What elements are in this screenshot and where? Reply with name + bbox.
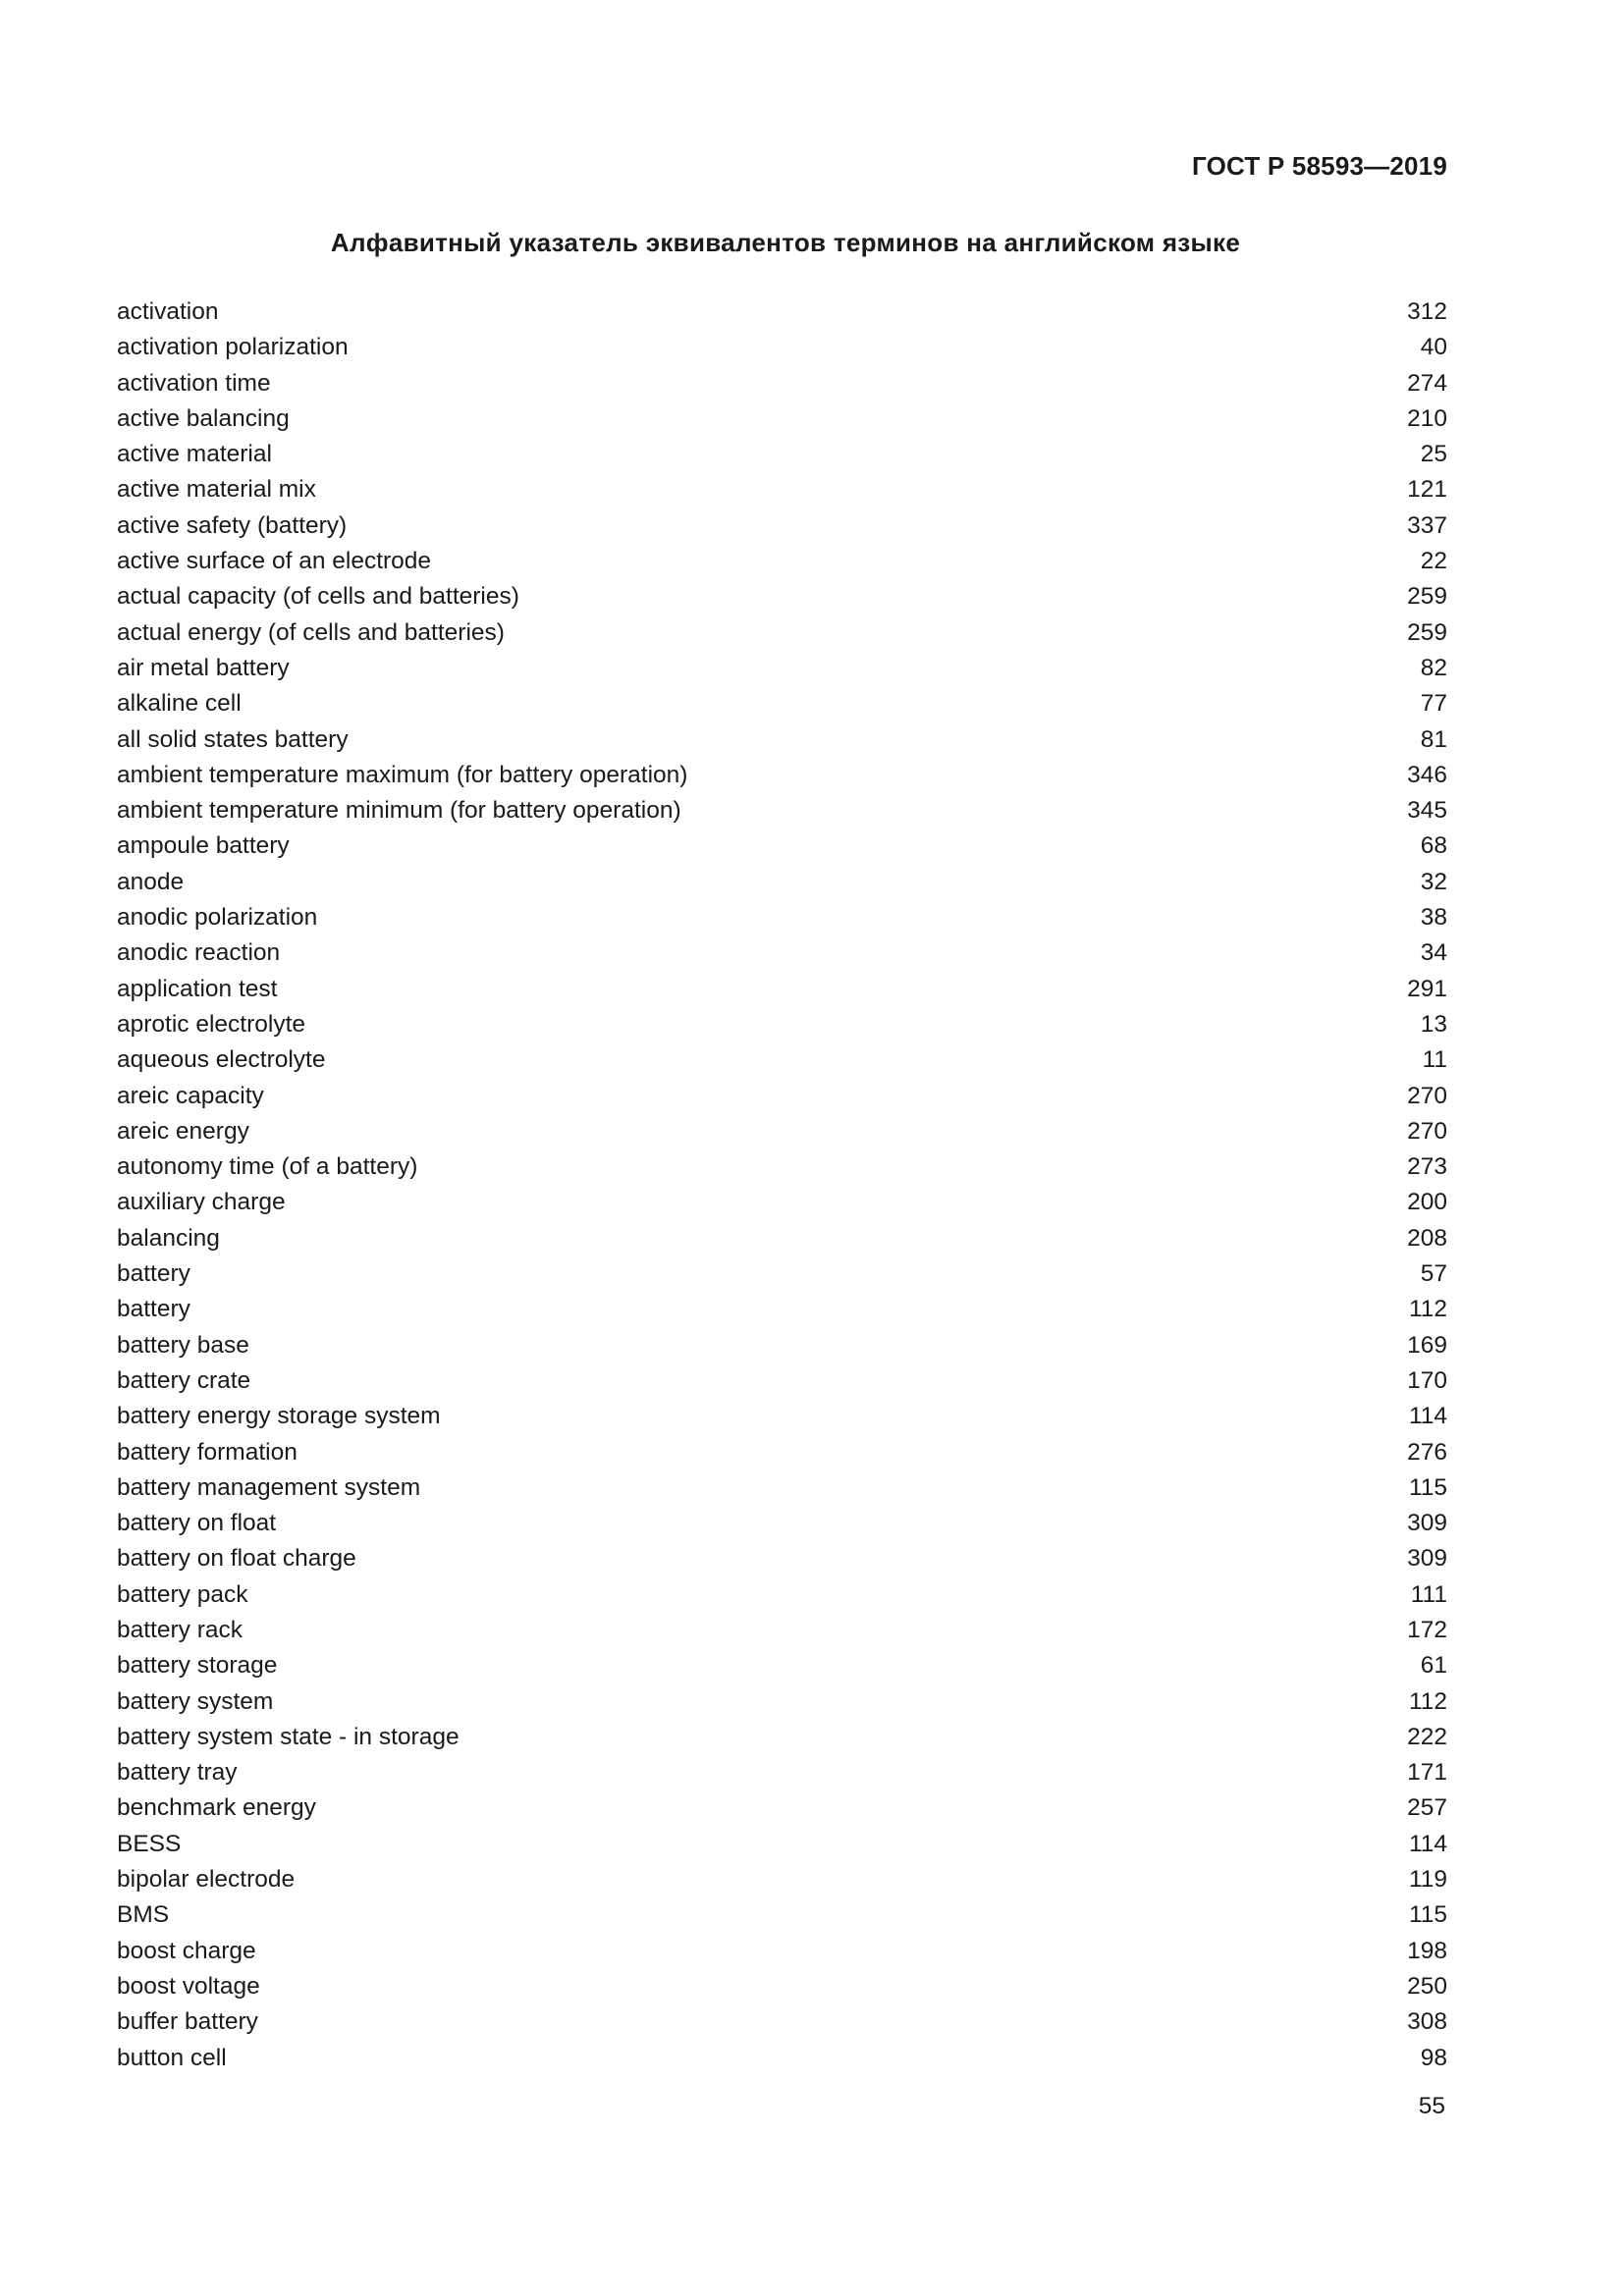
index-entry bbox=[117, 1577, 1447, 1613]
index-term: buffer battery bbox=[117, 2008, 258, 2036]
index-term: boost charge bbox=[117, 1937, 256, 1964]
index-entry bbox=[117, 1292, 1447, 1327]
index-term: button cell bbox=[117, 2044, 227, 2071]
index-term: actual capacity (of cells and batteries) bbox=[117, 583, 519, 611]
index-term-number: 170 bbox=[1407, 1366, 1447, 1394]
index-term-number: 38 bbox=[1420, 904, 1447, 932]
index-term: active material bbox=[117, 441, 272, 468]
index-term-number: 308 bbox=[1407, 2008, 1447, 2036]
index-term-number: 309 bbox=[1407, 1545, 1447, 1573]
index-term: autonomy time (of a battery) bbox=[117, 1153, 418, 1181]
index-term-number: 81 bbox=[1420, 725, 1447, 753]
index-term: active surface of an electrode bbox=[117, 548, 432, 575]
index-entry bbox=[117, 437, 1447, 472]
index-entry bbox=[117, 1720, 1447, 1755]
index-term: balancing bbox=[117, 1224, 220, 1252]
index-entry bbox=[117, 1363, 1447, 1399]
index-term: auxiliary charge bbox=[117, 1189, 286, 1216]
index-term-number: 222 bbox=[1407, 1723, 1447, 1750]
index-term: battery on float charge bbox=[117, 1545, 356, 1573]
index-term: activation bbox=[117, 298, 219, 325]
index-term-number: 337 bbox=[1407, 511, 1447, 539]
index-term: ampoule battery bbox=[117, 832, 290, 860]
index-term-number: 25 bbox=[1420, 441, 1447, 468]
index-term-number: 57 bbox=[1420, 1260, 1447, 1288]
index-entry bbox=[117, 1897, 1447, 1933]
index-term-number: 312 bbox=[1407, 298, 1447, 325]
index-entry bbox=[117, 615, 1447, 651]
index-entry bbox=[117, 1934, 1447, 1969]
index-entry bbox=[117, 1221, 1447, 1256]
index-term: battery base bbox=[117, 1331, 249, 1359]
index-entry bbox=[117, 330, 1447, 365]
index-term: battery management system bbox=[117, 1473, 421, 1501]
index-term: all solid states battery bbox=[117, 725, 349, 753]
index-term-number: 119 bbox=[1408, 1866, 1447, 1894]
index-entry bbox=[117, 722, 1447, 758]
index-entry bbox=[117, 544, 1447, 579]
index-entry bbox=[117, 1256, 1447, 1292]
index-term-number: 291 bbox=[1407, 975, 1447, 1002]
index-term: BMS bbox=[117, 1901, 170, 1929]
index-term: battery tray bbox=[117, 1759, 238, 1787]
index-term: active safety (battery) bbox=[117, 511, 348, 539]
index-term-number: 270 bbox=[1407, 1117, 1447, 1145]
index-term: battery rack bbox=[117, 1616, 243, 1643]
index-term-number: 259 bbox=[1407, 618, 1447, 646]
index-term: alkaline cell bbox=[117, 690, 242, 718]
index-term: battery bbox=[117, 1260, 190, 1288]
index-entry bbox=[117, 1862, 1447, 1897]
index-term-number: 257 bbox=[1407, 1794, 1447, 1822]
index-term: actual energy (of cells and batteries) bbox=[117, 618, 505, 646]
page-number: 55 bbox=[1418, 2093, 1445, 2119]
index-term-number: 169 bbox=[1407, 1331, 1447, 1359]
index-entry bbox=[117, 793, 1447, 828]
index-term-number: 115 bbox=[1408, 1901, 1447, 1929]
index-term-number: 114 bbox=[1408, 1830, 1447, 1857]
index-term-number: 22 bbox=[1420, 548, 1447, 575]
index-term: areic capacity bbox=[117, 1082, 264, 1109]
index-entry bbox=[117, 1790, 1447, 1826]
index-term: battery formation bbox=[117, 1438, 298, 1466]
index-term-number: 115 bbox=[1408, 1473, 1447, 1501]
index-entry bbox=[117, 686, 1447, 721]
index-term-number: 111 bbox=[1410, 1580, 1447, 1608]
index-term-number: 250 bbox=[1407, 1972, 1447, 2000]
index-entry bbox=[117, 1185, 1447, 1220]
index-term: activation time bbox=[117, 369, 271, 397]
index-term: battery system bbox=[117, 1687, 274, 1715]
index-entry bbox=[117, 1648, 1447, 1683]
index-term: battery bbox=[117, 1296, 190, 1323]
index-term: ambient temperature maximum (for battery operation) bbox=[117, 761, 688, 788]
index-term: battery pack bbox=[117, 1580, 248, 1608]
index-term-number: 68 bbox=[1420, 832, 1447, 860]
index-entry bbox=[117, 1399, 1447, 1434]
index-term-number: 112 bbox=[1408, 1296, 1447, 1323]
index-term: aqueous electrolyte bbox=[117, 1046, 326, 1074]
index-term: battery system state - in storage bbox=[117, 1723, 460, 1750]
index-term-number: 200 bbox=[1407, 1189, 1447, 1216]
index-term-number: 114 bbox=[1408, 1403, 1447, 1430]
index-term: activation polarization bbox=[117, 334, 349, 361]
index-term: active material mix bbox=[117, 476, 316, 504]
index-term-number: 208 bbox=[1407, 1224, 1447, 1252]
index-term-number: 210 bbox=[1407, 404, 1447, 432]
index-entry bbox=[117, 972, 1447, 1007]
index-entry bbox=[117, 1042, 1447, 1078]
index-entry bbox=[117, 1969, 1447, 2004]
index-term-number: 61 bbox=[1420, 1652, 1447, 1680]
index-term-number: 11 bbox=[1422, 1046, 1447, 1074]
index-entry bbox=[117, 294, 1447, 330]
index-entry bbox=[117, 651, 1447, 686]
index-entry bbox=[117, 1684, 1447, 1720]
index-entry bbox=[117, 579, 1447, 614]
index-term-number: 32 bbox=[1420, 868, 1447, 895]
index-term-number: 34 bbox=[1420, 939, 1447, 967]
index-term: air metal battery bbox=[117, 654, 290, 681]
index-entry bbox=[117, 900, 1447, 935]
index-entry bbox=[117, 1755, 1447, 1790]
index-term: bipolar electrode bbox=[117, 1866, 296, 1894]
index-term-number: 172 bbox=[1407, 1616, 1447, 1643]
index-term-number: 40 bbox=[1420, 334, 1447, 361]
index-entry bbox=[117, 1506, 1447, 1541]
index-term: boost voltage bbox=[117, 1972, 260, 2000]
index-term: battery on float bbox=[117, 1510, 277, 1537]
index-term: battery energy storage system bbox=[117, 1403, 441, 1430]
index-entry bbox=[117, 1613, 1447, 1648]
index-term: application test bbox=[117, 975, 278, 1002]
index-entry bbox=[117, 2041, 1447, 2076]
index-entry bbox=[117, 1827, 1447, 1862]
index-entry bbox=[117, 508, 1447, 544]
index-term-number: 270 bbox=[1407, 1082, 1447, 1109]
index-entry bbox=[117, 828, 1447, 864]
index-term: anodic reaction bbox=[117, 939, 281, 967]
index-term-number: 259 bbox=[1407, 583, 1447, 611]
index-term: ambient temperature minimum (for battery operation) bbox=[117, 797, 681, 825]
index-entry bbox=[117, 366, 1447, 401]
index-term-number: 309 bbox=[1407, 1510, 1447, 1537]
index-entry bbox=[117, 1435, 1447, 1470]
index-term: aprotic electrolyte bbox=[117, 1010, 306, 1038]
index-entry bbox=[117, 1079, 1447, 1114]
index-entry bbox=[117, 1007, 1447, 1042]
index-term-number: 121 bbox=[1407, 476, 1447, 504]
index-term: areic energy bbox=[117, 1117, 249, 1145]
index-entry bbox=[117, 865, 1447, 900]
index-entry bbox=[117, 758, 1447, 793]
index-term: benchmark energy bbox=[117, 1794, 316, 1822]
index-term-number: 276 bbox=[1407, 1438, 1447, 1466]
index-entry bbox=[117, 935, 1447, 971]
document-standard-id: ГОСТ Р 58593—2019 bbox=[1192, 151, 1447, 181]
index-term: active balancing bbox=[117, 404, 290, 432]
index-term-number: 82 bbox=[1420, 654, 1447, 681]
index-term-number: 274 bbox=[1407, 369, 1447, 397]
index-entry bbox=[117, 1470, 1447, 1506]
index-term-number: 77 bbox=[1420, 690, 1447, 718]
index-entry bbox=[117, 401, 1447, 437]
index-list bbox=[117, 294, 1447, 2076]
index-term-number: 198 bbox=[1407, 1937, 1447, 1964]
index-term-number: 273 bbox=[1407, 1153, 1447, 1181]
index-term-number: 13 bbox=[1420, 1010, 1447, 1038]
index-entry bbox=[117, 1541, 1447, 1576]
index-term: battery crate bbox=[117, 1366, 251, 1394]
index-entry bbox=[117, 1328, 1447, 1363]
index-term-number: 171 bbox=[1407, 1759, 1447, 1787]
index-title: Алфавитный указатель эквивалентов терминов на английском языке bbox=[330, 228, 1241, 257]
index-term: BESS bbox=[117, 1830, 182, 1857]
index-term: anode bbox=[117, 868, 185, 895]
index-term: anodic polarization bbox=[117, 904, 318, 932]
index-entry bbox=[117, 2004, 1447, 2040]
index-term-number: 98 bbox=[1420, 2044, 1447, 2071]
index-term-number: 112 bbox=[1408, 1687, 1447, 1715]
index-term-number: 345 bbox=[1407, 797, 1447, 825]
index-entry bbox=[117, 1114, 1447, 1149]
index-term-number: 346 bbox=[1407, 761, 1447, 788]
index-term: battery storage bbox=[117, 1652, 278, 1680]
index-entry bbox=[117, 472, 1447, 507]
index-entry bbox=[117, 1149, 1447, 1185]
